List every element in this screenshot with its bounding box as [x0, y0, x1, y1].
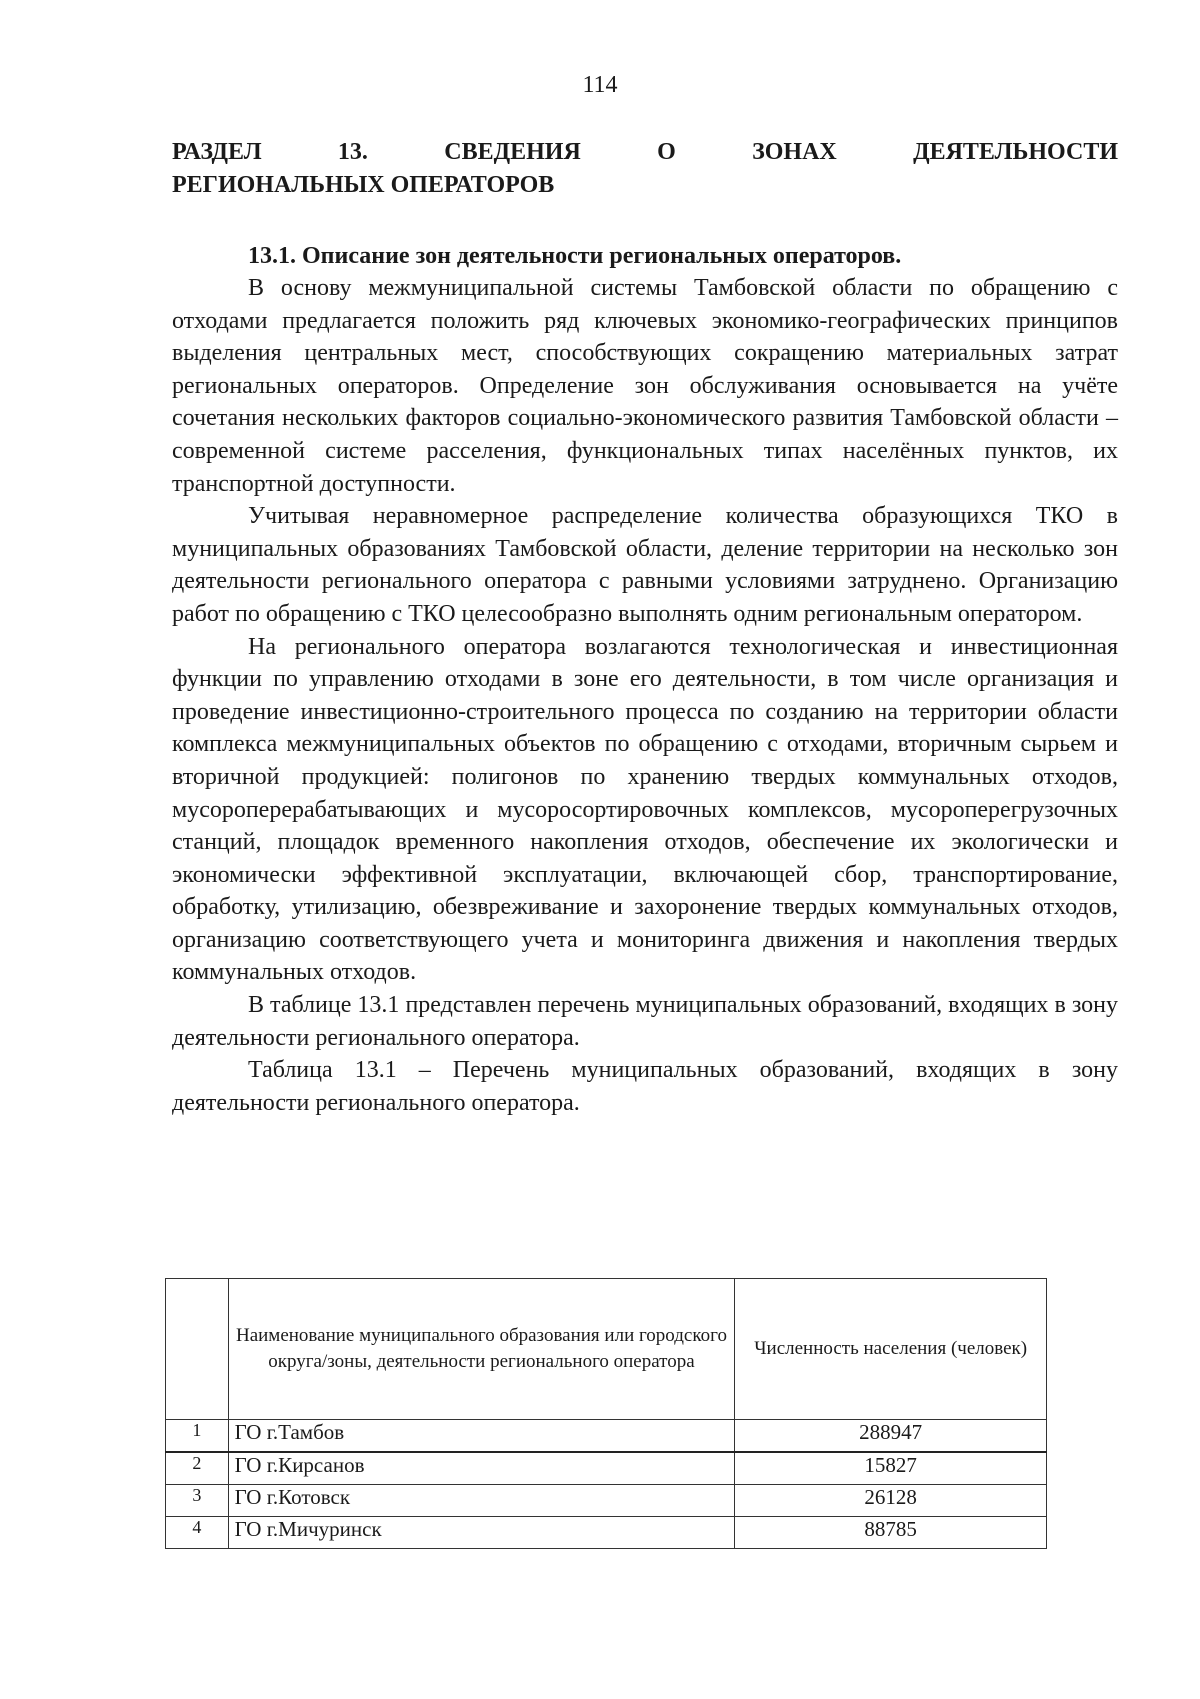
section-title-line2: РЕГИОНАЛЬНЫХ ОПЕРАТОРОВ — [172, 172, 555, 198]
cell-num: 3 — [166, 1485, 229, 1517]
header-num — [166, 1279, 229, 1420]
table-row — [166, 1452, 1047, 1485]
section-title — [172, 136, 1118, 202]
paragraph: В таблице 13.1 представлен перечень муниципальных образований, входящих в зону деятельности регионального оператора. — [172, 992, 1118, 1051]
section-title-line1: РАЗДЕЛ 13. СВЕДЕНИЯ О ЗОНАХ ДЕЯТЕЛЬНОСТИ — [172, 139, 1118, 165]
cell-population: 26128 — [735, 1485, 1047, 1517]
document-body — [172, 136, 1118, 1119]
table-caption: Таблица 13.1 – Перечень муниципальных образований, входящих в зону деятельности регионального оператора. — [172, 1057, 1118, 1116]
table-row — [166, 1420, 1047, 1453]
cell-num: 4 — [166, 1517, 229, 1549]
table-row — [166, 1485, 1047, 1517]
cell-name: ГО г.Мичуринск — [228, 1517, 735, 1549]
municipalities-table-container — [165, 1278, 1047, 1549]
cell-population: 15827 — [735, 1452, 1047, 1485]
cell-population: 88785 — [735, 1517, 1047, 1549]
paragraph: Учитывая неравномерное распределение количества образующихся ТКО в муниципальных образованиях Тамбовской области, деление территории на несколько зон деятельности регионального оператора с равными условиями затруднено. Организацию работ по обращению с ТКО целесообразно выполнять одним региональным оператором. — [172, 503, 1118, 627]
header-name: Наименование муниципального образования или городского округа/зоны, деятельности регионального оператора — [228, 1279, 735, 1420]
cell-name: ГО г.Кирсанов — [228, 1452, 735, 1485]
paragraph: В основу межмуниципальной системы Тамбовской области по обращению с отходами предлагается положить ряд ключевых экономико-географических принципов выделения центральных мест, способствующих сокращению материальных затрат региональных операторов. Определение зон обслуживания основывается на учёте сочетания нескольких факторов социально-экономического развития Тамбовской области – современной системе расселения, функциональных типах населённых пунктов, их транспортной доступности. — [172, 275, 1118, 497]
cell-name: ГО г.Тамбов — [228, 1420, 735, 1453]
cell-population: 288947 — [735, 1420, 1047, 1453]
cell-num: 1 — [166, 1420, 229, 1453]
paragraph: На регионального оператора возлагаются технологическая и инвестиционная функции по управлению отходами в зоне его деятельности, в том числе организация и проведение инвестиционно-строительного процесса по созданию на территории области комплекса межмуниципальных объектов по обращению с отходами, вторичным сырьем и вторичной продукцией: полигонов по хранению твердых коммунальных отходов, мусороперерабатывающих и мусоросортировочных комплексов, мусороперегрузочных станций, площадок временного накопления отходов, обеспечение их экологически и экономически эффективной эксплуатации, включающей сбор, транспортирование, обработку, утилизацию, обезвреживание и захоронение твердых коммунальных отходов, организацию соответствующего учета и мониторинга движения и накопления твердых коммунальных отходов. — [172, 633, 1118, 986]
header-population: Численность населения (человек) — [735, 1279, 1047, 1420]
cell-num: 2 — [166, 1452, 229, 1485]
page-number: 114 — [582, 72, 618, 98]
cell-name: ГО г.Котовск — [228, 1485, 735, 1517]
municipalities-table — [165, 1278, 1047, 1549]
table-row — [166, 1517, 1047, 1549]
subsection-title: 13.1. Описание зон деятельности региональных операторов. — [248, 243, 902, 269]
table-header-row — [166, 1279, 1047, 1420]
